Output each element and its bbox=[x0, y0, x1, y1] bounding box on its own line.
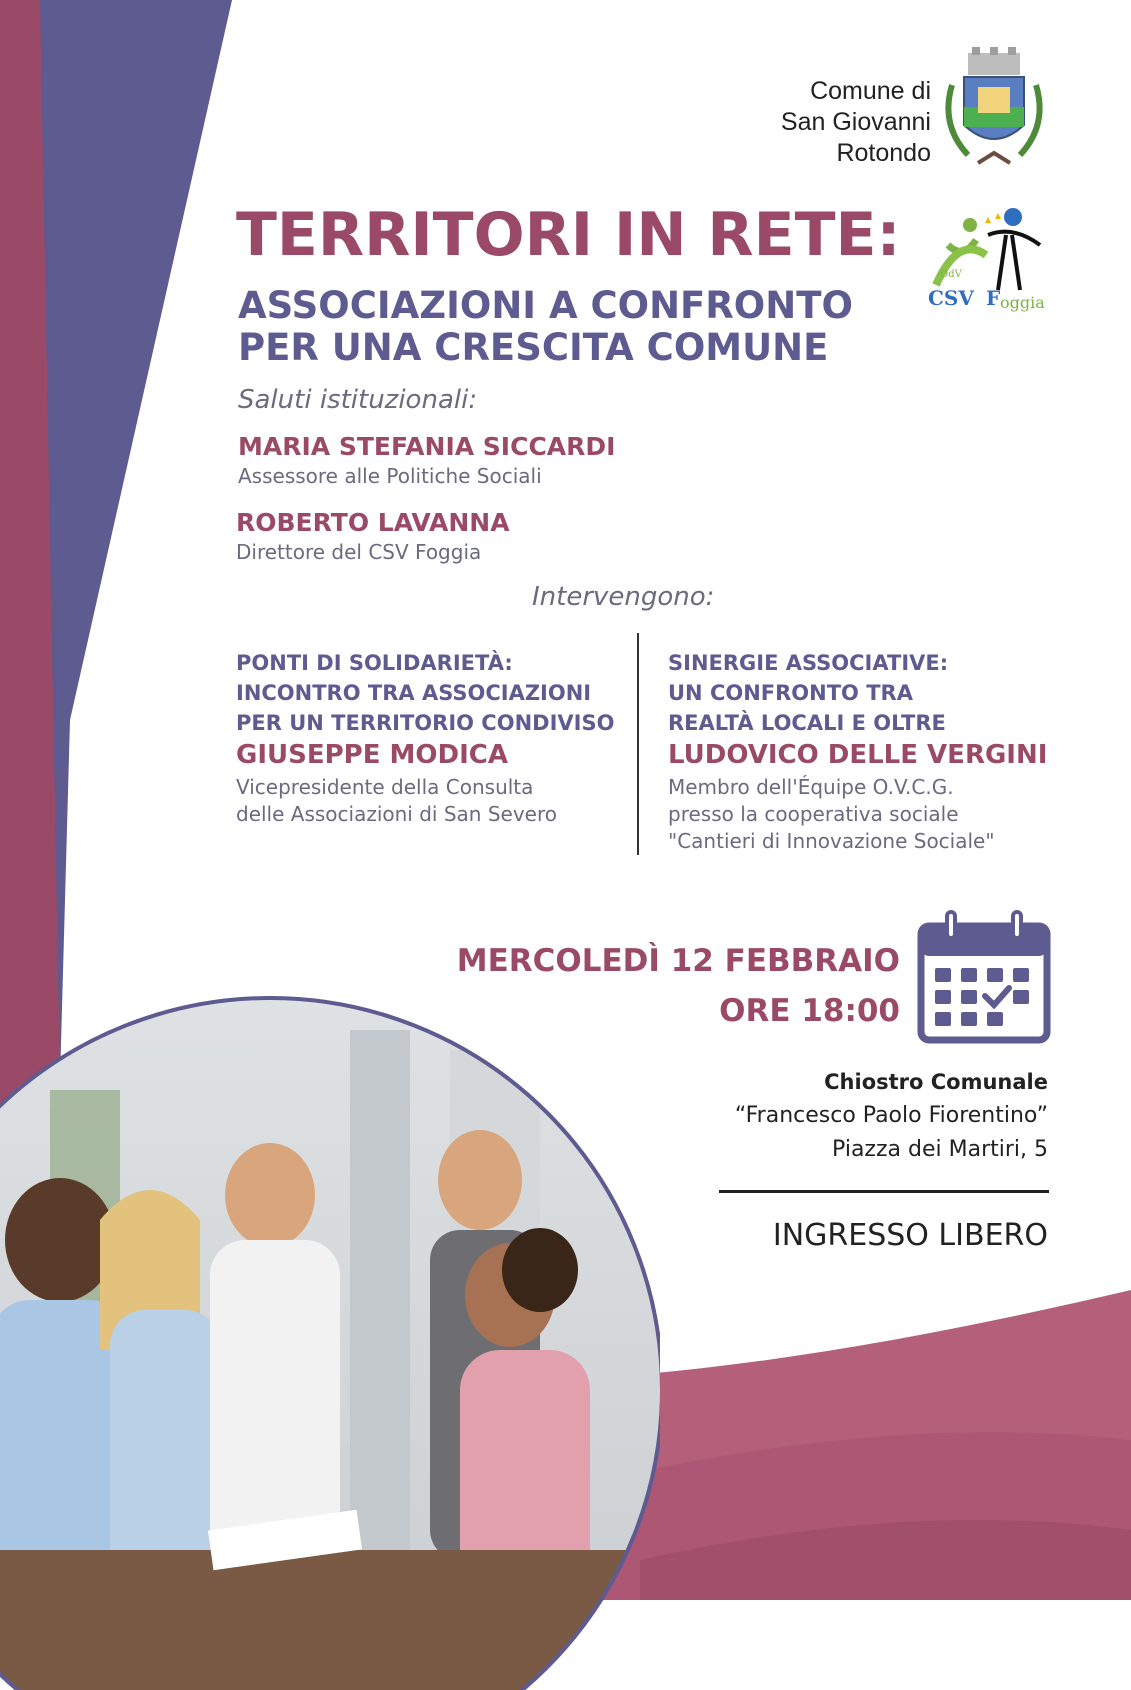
venue-name: Chiostro Comunale bbox=[824, 1070, 1048, 1094]
coat-of-arms-icon bbox=[938, 45, 1050, 177]
talk-title-line: REALTÀ LOCALI E OLTRE bbox=[668, 711, 946, 735]
free-entry: INGRESSO LIBERO bbox=[772, 1218, 1048, 1253]
event-title: TERRITORI IN RETE: bbox=[236, 200, 901, 270]
calendar-check-icon bbox=[917, 910, 1051, 1044]
talk-title-line: PONTI DI SOLIDARIETÀ: bbox=[236, 651, 513, 675]
speaker-left bbox=[236, 648, 614, 828]
greeter-name: MARIA STEFANIA SICCARDI bbox=[238, 432, 616, 461]
venue-address: Piazza dei Martiri, 5 bbox=[832, 1137, 1048, 1162]
logo-f: F bbox=[986, 286, 1001, 310]
municipality-name bbox=[781, 76, 931, 169]
venue bbox=[735, 1065, 1048, 1167]
talk-title-line: SINERGIE ASSOCIATIVE: bbox=[668, 651, 949, 675]
speaker-right bbox=[668, 648, 1047, 855]
logo-oggia: oggia bbox=[1000, 293, 1045, 312]
municipality-line: Comune di bbox=[810, 77, 931, 105]
speaker-desc-line: Membro dell'Équipe O.V.C.G. bbox=[668, 775, 954, 799]
speaker-name: GIUSEPPE MODICA bbox=[236, 740, 508, 770]
logo-csv: CSV bbox=[928, 286, 974, 310]
municipality-line: San Giovanni bbox=[780, 108, 931, 136]
speakers-label: Intervengono: bbox=[532, 582, 715, 612]
divider-line bbox=[719, 1190, 1049, 1193]
speaker-desc-line: "Cantieri di Innovazione Sociale" bbox=[668, 829, 995, 853]
greeter-name: ROBERTO LAVANNA bbox=[236, 508, 510, 537]
talk-title-line: INCONTRO TRA ASSOCIAZIONI bbox=[236, 681, 592, 705]
csv-foggia-logo-icon bbox=[928, 205, 1058, 320]
speaker-name: LUDOVICO DELLE VERGINI bbox=[668, 740, 1048, 770]
subtitle-line: ASSOCIAZIONI A CONFRONTO bbox=[238, 284, 853, 327]
event-time: ORE 18:00 bbox=[719, 993, 900, 1029]
subtitle-line: PER UNA CRESCITA COMUNE bbox=[238, 326, 829, 369]
greeter-role: Assessore alle Politiche Sociali bbox=[238, 464, 542, 488]
event-subtitle bbox=[238, 285, 853, 369]
speaker-desc-line: delle Associazioni di San Severo bbox=[236, 802, 557, 826]
speakers-divider bbox=[637, 633, 639, 855]
greetings-label: Saluti istituzionali: bbox=[238, 385, 478, 415]
municipality-line: Rotondo bbox=[836, 139, 931, 167]
talk-title-line: UN CONFRONTO TRA bbox=[668, 681, 913, 705]
talk-title-line: PER UN TERRITORIO CONDIVISO bbox=[236, 711, 615, 735]
event-datetime bbox=[457, 936, 900, 1036]
logo-odv: OdV bbox=[940, 269, 962, 280]
greeter-role: Direttore del CSV Foggia bbox=[236, 540, 482, 564]
team-photo bbox=[0, 990, 660, 1690]
speaker-desc-line: presso la cooperativa sociale bbox=[668, 802, 959, 826]
event-date: MERCOLEDÌ 12 FEBBRAIO bbox=[456, 943, 900, 979]
venue-line: “Francesco Paolo Fiorentino” bbox=[734, 1103, 1048, 1128]
speaker-desc-line: Vicepresidente della Consulta bbox=[236, 775, 534, 799]
